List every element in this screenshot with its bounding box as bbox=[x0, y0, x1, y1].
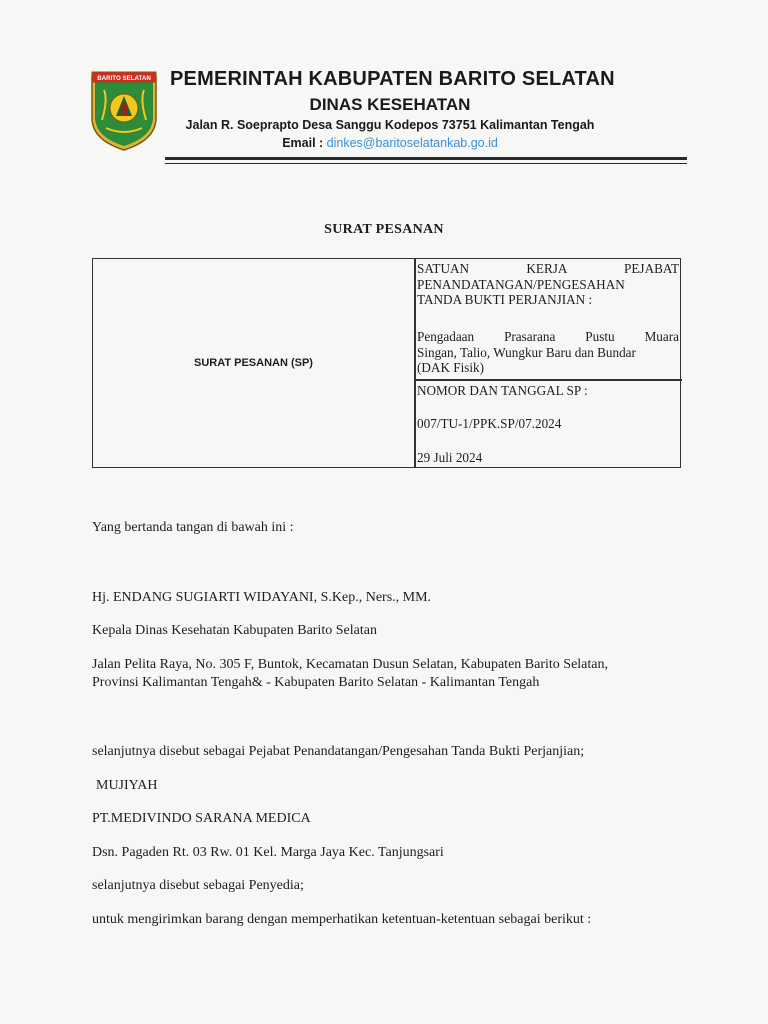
nomor-label: NOMOR DAN TANGGAL SP : bbox=[417, 383, 588, 398]
department-name: DINAS KESEHATAN bbox=[309, 95, 471, 114]
email-line bbox=[170, 136, 610, 150]
signer-address-line-1: Jalan Pelita Raya, No. 305 F, Buntok, Kecamatan Dusun Selatan, Kabupaten Barito Selatan, bbox=[92, 657, 608, 672]
table-divider-horizontal bbox=[414, 379, 682, 381]
email-label: Email : bbox=[282, 136, 324, 150]
letterhead-rule-thick bbox=[165, 157, 687, 160]
office-address: Jalan R. Soeprapto Desa Sanggu Kodepos 73751 Kalimantan Tengah bbox=[185, 118, 595, 132]
signer-address-line-2: Provinsi Kalimantan Tengah& - Kabupaten Barito Selatan - Kalimantan Tengah bbox=[92, 675, 540, 690]
project-line-3: (DAK Fisik) bbox=[417, 360, 485, 375]
table-left-label: SURAT PESANAN (SP) bbox=[194, 357, 313, 369]
satuan-line-3: TANDA BUKTI PERJANJIAN : bbox=[417, 292, 593, 307]
intro-text: Yang bertanda tangan di bawah ini : bbox=[92, 520, 294, 535]
sp-date: 29 Juli 2024 bbox=[417, 450, 483, 465]
project-line-2: Singan, Talio, Wungkur Baru dan Bundar bbox=[417, 344, 636, 360]
letterhead-rule-thin bbox=[165, 163, 687, 164]
instruction-text: untuk mengirimkan barang dengan memperhatikan ketentuan-ketentuan sebagai berikut : bbox=[92, 912, 592, 927]
government-name: PEMERINTAH KABUPATEN BARITO SELATAN bbox=[170, 68, 615, 90]
order-info-table bbox=[92, 258, 681, 468]
table-divider-vertical bbox=[414, 259, 416, 467]
provider-address: Dsn. Pagaden Rt. 03 Rw. 01 Kel. Marga Jaya Kec. Tanjungsari bbox=[92, 845, 444, 860]
role-statement: selanjutnya disebut sebagai Pejabat Penandatangan/Pengesahan Tanda Bukti Perjanjian; bbox=[92, 744, 585, 759]
signer-name: Hj. ENDANG SUGIARTI WIDAYANI, S.Kep., Ners., MM. bbox=[92, 590, 432, 605]
svg-text:BARITO SELATAN: BARITO SELATAN bbox=[97, 75, 151, 82]
email-link[interactable]: dinkes@baritoselatankab.go.id bbox=[326, 136, 498, 150]
signer-title: Kepala Dinas Kesehatan Kabupaten Barito Selatan bbox=[92, 623, 377, 638]
regency-emblem-logo bbox=[90, 70, 158, 152]
provider-statement: selanjutnya disebut sebagai Penyedia; bbox=[92, 878, 304, 893]
project-line-1: Pengadaan Prasarana Pustu Muara bbox=[417, 329, 679, 344]
document-title: SURAT PESANAN bbox=[324, 222, 444, 237]
satuan-line-1: SATUAN KERJA PEJABAT bbox=[417, 261, 679, 276]
provider-company: PT.MEDIVINDO SARANA MEDICA bbox=[92, 811, 311, 826]
provider-name: MUJIYAH bbox=[96, 778, 158, 793]
satuan-line-2: PENANDATANGAN/PENGESAHAN bbox=[417, 276, 625, 292]
sp-number: 007/TU-1/PPK.SP/07.2024 bbox=[417, 416, 562, 431]
